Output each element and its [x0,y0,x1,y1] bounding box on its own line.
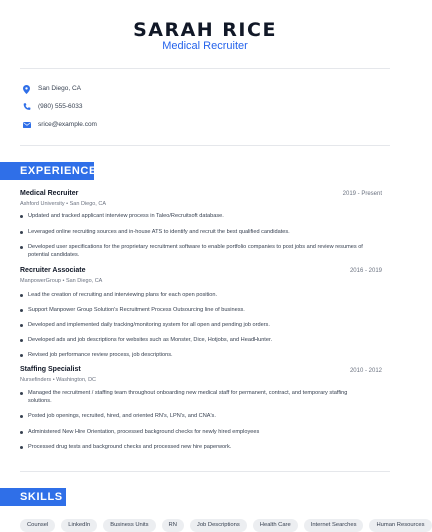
job-bullet: Developed and implemented daily tracking/monitoring system for all open and pending job orders. [20,321,365,329]
divider-experience [20,471,390,472]
job-company: ManpowerGroup [20,278,61,284]
skill-tag: Job Descriptions [190,519,247,532]
job-dates: 2010 - 2012 [349,368,382,374]
contact-phone [22,101,83,113]
skill-tag: RN [162,519,184,532]
job-bullet: Leveraged online recruiting sources and in-house ATS to identify and recruit the best qualified candidates. [20,228,365,236]
section-experience [0,162,97,180]
skill-tag: Counsel [20,519,55,532]
job-title: Medical Recruiter [20,190,79,197]
section-skills [0,488,66,506]
job-bullet: Posted job openings, recruited, hired, and oriented RN's, LPN's, and CNA's. [20,412,365,420]
job-bullet: Updated and tracked applicant interview process in Taleo/Recruitsoft database. [20,212,365,220]
contact-location-text: San Diego, CA [38,85,81,92]
candidate-role: Medical Recruiter [162,40,248,52]
phone-icon [22,102,31,112]
job-org: ManpowerGroup • San Diego, CA [20,278,103,284]
job-bullet: Developed ads and job descriptions for websites such as Monster, Dice, Hotjobs, and HeadHunter. [20,336,365,344]
skill-tag: Human Resources [369,519,431,532]
skill-tag: Health Care [253,519,298,532]
skill-tag: Internet Searches [304,519,364,532]
contact-email-text[interactable]: srice@example.com [38,121,97,128]
job-bullet: Lead the creation of recruiting and interviewing plans for each open position. [20,291,365,299]
job-place: Washington, DC [56,377,97,383]
skill-tag: Business Units [103,519,155,532]
job-bullet: Revised job performance review process, job descriptions. [20,351,365,359]
job-company: Ashford University [20,201,65,207]
job-bullet: Developed user specifications for the proprietary recruitment software to enable portfolio companies to post jobs and review resumes of potential candidates. [20,243,365,260]
job-dates: 2019 - Present [342,191,382,197]
contact-email[interactable] [22,119,97,131]
contact-phone-text: (980) 555-6033 [38,103,83,110]
divider-contact [20,145,390,146]
job-bullet: Administered New Hire Orientation, processed background checks for newly hired employees [20,428,365,436]
section-skills-label: SKILLS [20,491,63,503]
job-place: San Diego, CA [69,201,107,207]
job-bullet: Processed drug tests and background checks and processed new hire paperwork. [20,443,365,451]
job-dates: 2016 - 2019 [349,268,382,274]
skills-list [20,519,432,532]
envelope-icon [22,120,31,130]
skill-tag: LinkedIn [61,519,97,532]
job-bullet: Support Manpower Group Solution's Recruitment Process Outsourcing line of business. [20,306,365,314]
job-bullet: Managed the recruitment / staffing team throughout onboarding new medical staff for permanent, contract, and temporary staffing solutions. [20,389,365,406]
job-title: Staffing Specialist [20,366,81,373]
candidate-name: SARAH RICE [133,19,277,41]
divider-top [20,68,390,69]
job-company: Nursefinders [20,377,52,383]
job-org: Nursefinders • Washington, DC [20,377,97,383]
job-title: Recruiter Associate [20,267,86,274]
map-pin-icon [22,84,31,94]
contact-location [22,83,81,95]
job-place: San Diego, CA [65,278,103,284]
job-org: Ashford University • San Diego, CA [20,201,107,207]
section-experience-label: EXPERIENCE [20,165,97,177]
